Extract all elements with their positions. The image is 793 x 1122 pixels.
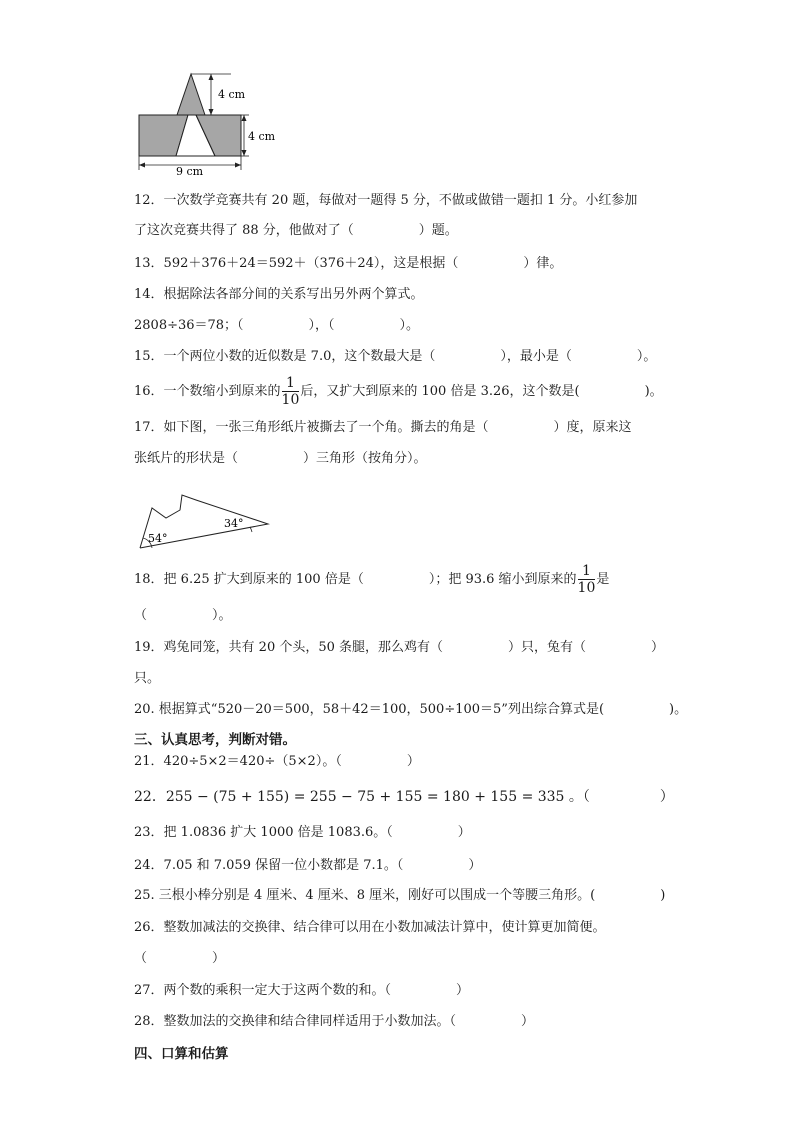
q16 [134,374,663,410]
q18-line1 [134,562,609,598]
q28: 28．整数加法的交换律和结合律同样适用于小数加法。（ ） [134,1014,535,1029]
q18-before: 18．把 6.25 扩大到原来的 100 倍是（ ）；把 93.6 缩小到原来的 [134,572,577,587]
q19-line2: 只。 [134,671,161,686]
angle-34-label: 34° [224,517,244,530]
q18-line2: （ ）。 [134,608,232,623]
q16-before: 16．一个数缩小到原来的 [134,384,281,399]
q17-line1: 17．如下图，一张三角形纸片被撕去了一个角。撕去的角是（ ）度，原来这 [134,420,632,435]
q12-line2: 了这次竞赛共得了 88 分，他做对了（ ）题。 [134,223,458,238]
q25: 25. 三根小棒分别是 4 厘米、4 厘米、8 厘米，刚好可以围成一个等腰三角形。( ) [134,888,666,903]
label-bottom-width: 9 cm [176,165,204,178]
q27: 27．两个数的乘积一定大于这两个数的和。（ ） [134,983,470,998]
q18-after: 是 [596,572,610,587]
q21: 21．420÷5×2＝420÷（5×2）。（ ） [134,754,420,769]
section-4-heading: 四、口算和估算 [134,1046,229,1062]
q19-line1: 19．鸡兔同笼，共有 20 个头，50 条腿，那么鸡有（ ）只，兔有（ ） [134,640,665,655]
q16-after: 后，又扩大到原来的 100 倍是 3.26，这个数是( )。 [300,384,663,399]
q14-line2: 2808÷36＝78；（ ），（ ）。 [134,318,420,333]
shape-top-triangle [177,74,205,115]
section-3-heading: 三、认真思考，判断对错。 [134,732,296,748]
q24: 24．7.05 和 7.059 保留一位小数都是 7.1。（ ） [134,858,482,873]
label-top-height: 4 cm [218,88,246,101]
q14-line1: 14．根据除法各部分间的关系写出另外两个算式。 [134,287,424,302]
q15: 15．一个两位小数的近似数是 7.0，这个数最大是（ ），最小是（ ）。 [134,349,657,364]
q23: 23．把 1.0836 扩大 1000 倍是 1083.6。（ ） [134,825,471,840]
angle-54-label: 54° [148,532,168,545]
q26-line1: 26．整数加减法的交换律、结合律可以用在小数加减法计算中，使计算更加简便。 [134,920,606,935]
q22: 22．255 − (75 + 155) = 255 − 75 + 155 = 180 + 155 = 335 。（ ） [134,789,674,805]
q20: 20. 根据算式“520－20＝500，58＋42＝100，500÷100＝5”列出综合算式是( )。 [134,702,688,717]
figure-torn-triangle [134,490,274,552]
q13: 13．592＋376＋24＝592＋（376＋24），这是根据（ ）律。 [134,256,563,271]
q16-fraction: $\frac{1}{10}$ [281,375,300,408]
label-right-height: 4 cm [248,130,276,143]
q17-line2: 张纸片的形状是（ ）三角形（按角分）。 [134,451,427,466]
figure-trapezoid-shape [134,66,294,178]
q12-line1: 12．一次数学竞赛共有 20 题，每做对一题得 5 分，不做或做错一题扣 1 分。小红参加 [134,193,638,208]
q26-line2: （ ） [134,951,226,966]
q18-fraction: $\frac{1}{10}$ [577,563,596,596]
